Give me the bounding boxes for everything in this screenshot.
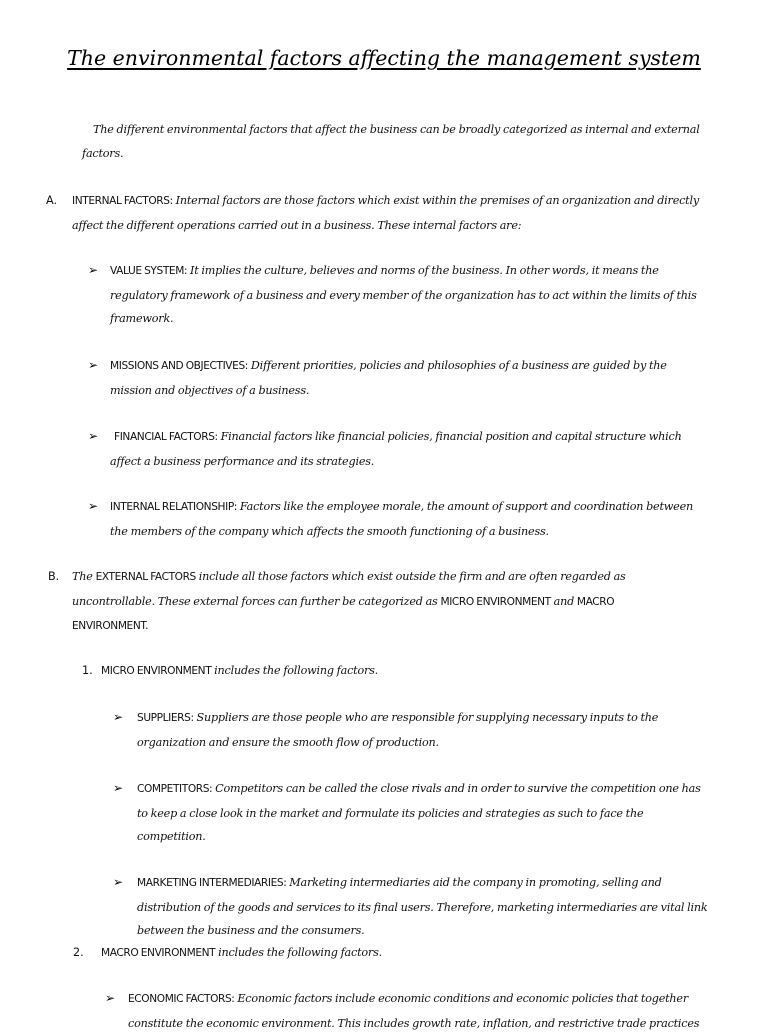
- item-text: Financial factors like financial policies, financial position and capital structure which affect a business performance and its strategies.: [110, 430, 682, 468]
- external-factors-text: include all those factors which exist outside the firm and are often regarded as uncontrollable. These external forces can further be categorized as: [72, 570, 626, 608]
- section-a-marker: A.: [46, 194, 58, 207]
- intro-paragraph: [82, 118, 712, 165]
- internal-factors-paragraph: [72, 189, 712, 237]
- micro-item-marketing-intermediaries: [137, 871, 709, 943]
- item-text: Different priorities, policies and philosophies of a business are guided by the mission and objectives of a business.: [110, 359, 667, 397]
- micro-environment-term: MICRO ENVIRONMENT: [440, 595, 551, 608]
- internal-factors-heading: INTERNAL FACTORS:: [72, 195, 173, 207]
- item-text: Suppliers are those people who are responsible for supplying necessary inputs to the organization and ensure the smooth flow of production.: [137, 711, 659, 749]
- macro-environment-paragraph: [101, 941, 701, 966]
- intro-text: The different environmental factors that affect the business can be broadly categorized as internal and external factors.: [82, 123, 700, 160]
- section-b-marker: B.: [48, 570, 60, 583]
- item-heading: MARKETING INTERMEDIARIES:: [137, 877, 287, 889]
- arrow-bullet-icon: ➢: [113, 781, 124, 795]
- internal-item-internal-relationship: [110, 495, 708, 543]
- item-heading: COMPETITORS:: [137, 783, 213, 795]
- item-heading: ECONOMIC FACTORS:: [128, 993, 235, 1005]
- macro-environment-heading: MACRO ENVIRONMENT: [101, 947, 216, 959]
- item-text: Competitors can be called the close rivals and in order to survive the competition one has to keep a close look in the market and formulate its policies and strategies as such to face the competition.: [137, 782, 701, 843]
- item-text: Marketing intermediaries aid the company in promoting, selling and distribution of the goods and services to its final users. Therefore, marketing intermediaries are vital link between the business and the consumers.: [137, 876, 708, 937]
- item-text: Factors like the employee morale, the amount of support and coordination between the members of the company which affects the smooth functioning of a business.: [110, 500, 693, 538]
- micro-environment-text: includes the following factors.: [214, 664, 379, 677]
- macro-environment-term: MACRO ENVIRONMENT.: [72, 595, 615, 632]
- arrow-bullet-icon: ➢: [105, 991, 116, 1005]
- macro-environment-text: includes the following factors.: [218, 946, 382, 959]
- arrow-bullet-icon: ➢: [88, 263, 99, 277]
- external-factors-paragraph: [72, 565, 672, 639]
- arrow-bullet-icon: ➢: [113, 710, 124, 724]
- document-title: The environmental factors affecting the management system: [67, 46, 701, 70]
- macro-item-economic-factors: [128, 987, 708, 1035]
- item-text: Economic factors include economic conditions and economic policies that together constitute the economic environment. This includes growth rate, inflation, and restrictive trade practices: [128, 992, 700, 1030]
- internal-factors-text: Internal factors are those factors which exist within the premises of an organization and directly affect the different operations carried out in a business. These internal factors are:: [72, 194, 699, 232]
- internal-item-financial-factors: [110, 425, 708, 473]
- and-word: and: [553, 594, 575, 608]
- internal-item-value-system: [110, 259, 708, 331]
- item-heading: SUPPLIERS:: [137, 712, 194, 724]
- internal-item-missions-objectives: [110, 354, 708, 402]
- arrow-bullet-icon: ➢: [88, 429, 99, 443]
- item-heading: MISSIONS AND OBJECTIVES:: [110, 360, 248, 372]
- micro-item-suppliers: [137, 706, 709, 754]
- micro-environment-paragraph: [101, 659, 701, 684]
- micro-marker: 1.: [82, 664, 93, 677]
- arrow-bullet-icon: ➢: [88, 358, 99, 372]
- item-heading: VALUE SYSTEM:: [110, 265, 188, 277]
- micro-environment-heading: MICRO ENVIRONMENT: [101, 665, 212, 677]
- macro-marker: 2.: [73, 946, 84, 959]
- external-factors-heading: EXTERNAL FACTORS: [95, 571, 196, 583]
- item-heading: FINANCIAL FACTORS:: [114, 431, 218, 443]
- external-text-start: The: [72, 570, 93, 583]
- arrow-bullet-icon: ➢: [88, 499, 99, 513]
- item-heading: INTERNAL RELATIONSHIP:: [110, 501, 237, 513]
- arrow-bullet-icon: ➢: [113, 875, 124, 889]
- micro-item-competitors: [137, 777, 709, 849]
- item-text: It implies the culture, believes and norms of the business. In other words, it means the regulatory framework of a business and every member of the organization has to act within the limits of this framework.: [110, 264, 697, 325]
